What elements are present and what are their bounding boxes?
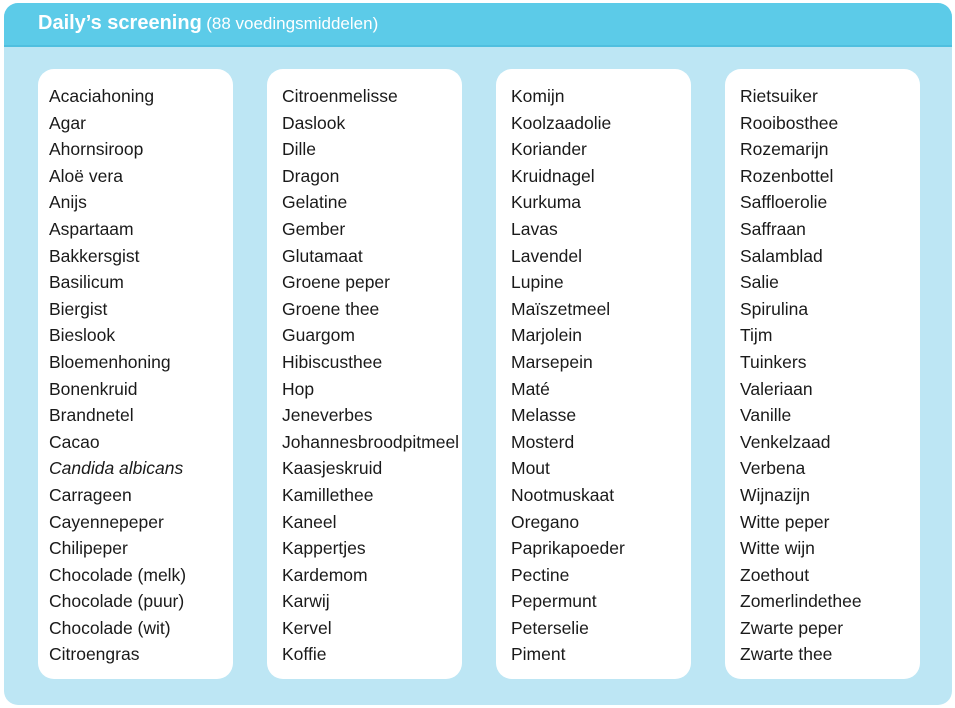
list-item: Maté [511, 378, 550, 399]
list-item: Maïszetmeel [511, 298, 611, 319]
list-item: Rozenbottel [740, 165, 834, 186]
list-item: Candida albicans [49, 458, 184, 479]
list-item: Glutamaat [282, 245, 363, 266]
list-item: Lavas [511, 218, 558, 239]
list-item: Melasse [511, 405, 577, 426]
list-item: Groene thee [282, 298, 380, 319]
page-title [38, 12, 378, 35]
list-item: Aspartaam [49, 218, 134, 239]
list-item: Pectine [511, 564, 570, 585]
list-item: Chilipeper [49, 538, 128, 559]
list-item: Mosterd [511, 431, 575, 452]
list-item: Venkelzaad [740, 431, 831, 452]
list-item: Karwij [282, 591, 330, 612]
list-item: Kappertjes [282, 538, 366, 559]
list-item: Cacao [49, 431, 100, 452]
list-item: Kervel [282, 617, 332, 638]
list-item: Agar [49, 112, 86, 133]
list-item: Zwarte peper [740, 617, 844, 638]
list-item: Rooibosthee [740, 112, 839, 133]
list-item: Rozemarijn [740, 139, 829, 160]
food-column-4 [725, 69, 920, 679]
list-item: Chocolade (melk) [49, 564, 187, 585]
list-item: Tuinkers [740, 351, 807, 372]
list-item: Saffloerolie [740, 192, 828, 213]
list-item: Biergist [49, 298, 108, 319]
list-item: Witte peper [740, 511, 830, 532]
list-item: Piment [511, 644, 566, 665]
list-item: Chocolade (puur) [49, 591, 185, 612]
list-item: Citroenmelisse [282, 86, 398, 106]
list-item: Guargom [282, 325, 355, 346]
list-item: Chocolade (wit) [49, 617, 171, 638]
list-item: Salie [740, 272, 779, 293]
list-item: Gelatine [282, 192, 348, 213]
list-item: Saffraan [740, 218, 806, 239]
list-item: Hop [282, 378, 315, 399]
list-item: Zoethout [740, 564, 810, 585]
list-item: Nootmuskaat [511, 484, 615, 505]
list-item: Kaasjeskruid [282, 458, 383, 479]
food-list [496, 69, 691, 668]
list-item: Komijn [511, 86, 565, 106]
list-item: Verbena [740, 458, 806, 479]
list-item: Vanille [740, 405, 792, 426]
list-item: Jeneverbes [282, 405, 373, 426]
list-item: Brandnetel [49, 405, 134, 426]
list-item: Witte wijn [740, 538, 815, 559]
screening-panel [4, 3, 952, 705]
food-list [725, 69, 920, 668]
list-item: Citroengras [49, 644, 140, 665]
list-item: Kaneel [282, 511, 337, 532]
food-column-3 [496, 69, 691, 679]
list-item: Marsepein [511, 351, 593, 372]
list-item: Bieslook [49, 325, 116, 346]
list-item: Lavendel [511, 245, 583, 266]
list-item: Bloemenhoning [49, 351, 171, 372]
list-item: Gember [282, 218, 346, 239]
food-list [38, 69, 233, 668]
list-item: Groene peper [282, 272, 390, 293]
list-item: Tijm [740, 325, 773, 346]
list-item: Basilicum [49, 272, 124, 293]
panel-header [4, 3, 952, 47]
food-column-2 [267, 69, 462, 679]
list-item: Hibiscusthee [282, 351, 383, 372]
list-item: Spirulina [740, 298, 809, 319]
list-item: Kruidnagel [511, 165, 595, 186]
list-item: Lupine [511, 272, 564, 293]
list-item: Pepermunt [511, 591, 597, 612]
list-item: Marjolein [511, 325, 582, 346]
list-item: Kurkuma [511, 192, 582, 213]
list-item: Kamillethee [282, 484, 374, 505]
list-item: Carrageen [49, 484, 132, 505]
list-item: Ahornsiroop [49, 139, 144, 160]
food-column-1 [38, 69, 233, 679]
list-item: Bonenkruid [49, 378, 138, 399]
list-item: Cayennepeper [49, 511, 164, 532]
list-item: Salamblad [740, 245, 823, 266]
list-item: Bakkersgist [49, 245, 140, 266]
title-main: Daily’s screening [38, 12, 202, 34]
list-item: Daslook [282, 112, 346, 133]
title-subtitle: (88 voedingsmiddelen) [206, 14, 379, 33]
list-item: Kardemom [282, 564, 368, 585]
list-item: Rietsuiker [740, 86, 818, 106]
list-item: Johannesbroodpitmeel [282, 431, 460, 452]
list-item: Aloë vera [49, 165, 123, 186]
list-item: Koolzaadolie [511, 112, 612, 133]
list-item: Peterselie [511, 617, 589, 638]
list-item: Acaciahoning [49, 86, 155, 106]
list-item: Koffie [282, 644, 327, 665]
list-item: Dragon [282, 165, 340, 186]
list-item: Valeriaan [740, 378, 813, 399]
list-item: Zomerlindethee [740, 591, 862, 612]
list-item: Koriander [511, 139, 587, 160]
list-item: Oregano [511, 511, 580, 532]
list-item: Wijnazijn [740, 484, 811, 505]
list-item: Zwarte thee [740, 644, 833, 665]
list-item: Anijs [49, 192, 87, 213]
list-item: Mout [511, 458, 550, 479]
food-list [267, 69, 462, 668]
list-item: Dille [282, 139, 317, 160]
list-item: Paprikapoeder [511, 538, 625, 559]
